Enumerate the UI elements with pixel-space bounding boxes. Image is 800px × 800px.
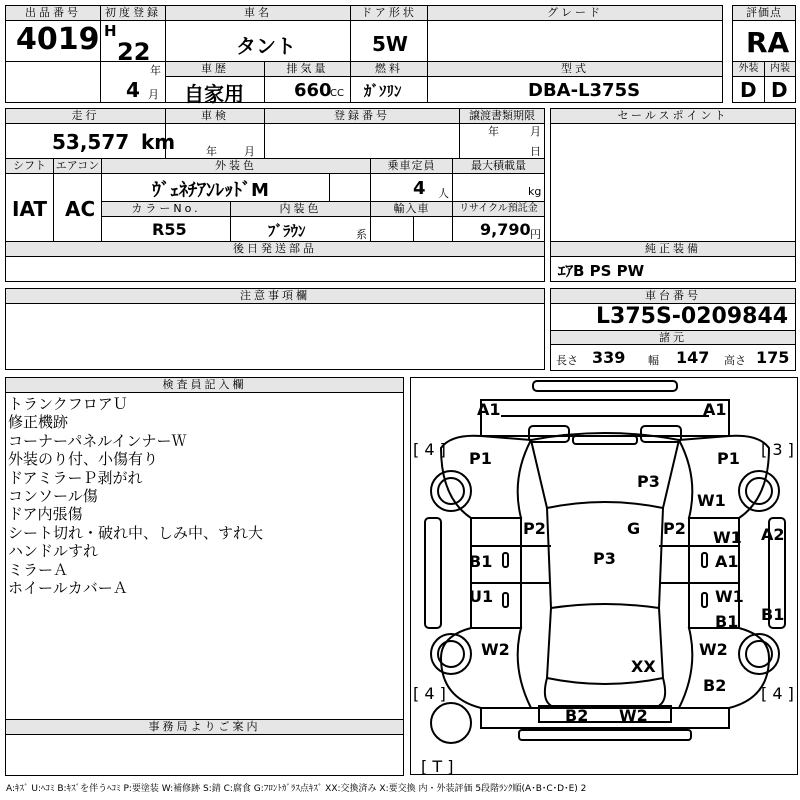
mark-label: U1 bbox=[469, 587, 494, 606]
disp-unit: CC bbox=[330, 88, 344, 99]
mark-label: A2 bbox=[761, 525, 785, 544]
mark-label: B1 bbox=[469, 552, 493, 571]
lot-label: 出品番号 bbox=[5, 5, 101, 21]
ext-color: ｳﾞｪﾈﾁｱﾝﾚｯﾄﾞM bbox=[152, 180, 269, 201]
mark-label: G bbox=[627, 519, 641, 538]
note-line: コーナーパネルインナーＷ bbox=[8, 431, 187, 450]
lot-blank bbox=[5, 61, 101, 103]
mark-label: B2 bbox=[703, 676, 727, 695]
caution-label: 注意事項欄 bbox=[5, 288, 545, 304]
intcolor-suffix: 系 bbox=[356, 228, 367, 241]
mark-label: P2 bbox=[663, 519, 686, 538]
model-label: 型式 bbox=[427, 61, 723, 77]
mileage: 53,577 bbox=[52, 130, 130, 154]
mark-label: W2 bbox=[481, 640, 510, 659]
load-label: 最大積載量 bbox=[452, 158, 545, 174]
note-line: トランクフロアＵ bbox=[8, 395, 128, 413]
mark-label: P2 bbox=[523, 519, 546, 538]
chassis-label: 車台番号 bbox=[550, 288, 796, 304]
equipment: ｴｱB PS PW bbox=[558, 262, 645, 280]
office-label: 事務局よりご案内 bbox=[5, 719, 404, 735]
mark-label: W2 bbox=[699, 640, 728, 659]
intcolor-label: 内装色 bbox=[230, 201, 371, 217]
height: 175 bbox=[756, 348, 790, 367]
inspect-year-unit: 年 bbox=[206, 145, 217, 158]
note-line: 修正機跡 bbox=[8, 413, 69, 432]
mark-label: W1 bbox=[697, 491, 726, 510]
hist-label: 車歴 bbox=[165, 61, 265, 77]
mark-label: P3 bbox=[637, 472, 660, 491]
reg-year: 22 bbox=[117, 38, 151, 66]
note-line: ミラーＡ bbox=[8, 560, 69, 579]
office-cell bbox=[5, 734, 404, 776]
transfer-day-unit: 日 bbox=[530, 145, 541, 158]
ac-label: エアコン bbox=[53, 158, 102, 174]
load-unit: kg bbox=[528, 185, 542, 198]
mark-label: [ 4 ] bbox=[413, 684, 446, 703]
int-grade: D bbox=[771, 78, 788, 102]
note-line: シート切れ・破れ中、しみ中、すれ大 bbox=[8, 523, 264, 542]
inspector-notes bbox=[8, 395, 400, 597]
note-line: 外装のり付、小傷有り bbox=[8, 450, 159, 469]
mark-label: W2 bbox=[619, 706, 648, 725]
mark-label: [ 3 ] bbox=[761, 440, 794, 459]
disp-label: 排気量 bbox=[264, 61, 351, 77]
era: H bbox=[104, 22, 117, 40]
equip-label: 純正装備 bbox=[550, 241, 796, 257]
int-color: ﾌﾞﾗｳﾝ bbox=[268, 222, 306, 240]
transfer-label: 譲渡書類期限 bbox=[459, 108, 545, 124]
sales-cell bbox=[550, 123, 796, 242]
note-line: ハンドルすれ bbox=[8, 542, 99, 561]
mark-label: XX bbox=[631, 657, 656, 676]
hgt-label: 高さ bbox=[724, 354, 746, 367]
color-extra bbox=[329, 173, 371, 202]
lot-number: 4019 bbox=[16, 22, 100, 57]
mark-label: A1 bbox=[703, 400, 727, 419]
score-label: 評価点 bbox=[732, 5, 796, 21]
ext-label: 外装 bbox=[732, 61, 765, 77]
caution-cell bbox=[5, 303, 545, 370]
inspect-month-unit: 月 bbox=[244, 145, 255, 158]
year-unit: 年 bbox=[150, 64, 161, 77]
recycle-unit: 円 bbox=[530, 228, 541, 241]
note-line: ドア内張傷 bbox=[8, 505, 83, 524]
reg-label: 初度登録 bbox=[100, 5, 166, 21]
damage-diagram bbox=[410, 377, 798, 775]
grade-cell bbox=[427, 20, 723, 62]
mark-label: B1 bbox=[761, 605, 785, 624]
name-label: 車名 bbox=[165, 5, 351, 21]
reg-month: 4 bbox=[126, 78, 140, 102]
color-number: R55 bbox=[152, 220, 187, 239]
damage-legend: A:ｷｽﾞ U:ﾍｺﾐ B:ｷｽﾞを伴うﾍｺﾐ P:要塗装 W:補修跡 S:錆 C:腐食 G:ﾌﾛﾝﾄｶﾞﾗｽ点ｷｽﾞ XX:交換済み X:要交換 内・外装評価 5段階ﾗﾝｸ順(A･B･C･D･E) 2 bbox=[6, 784, 587, 794]
import-cell-a bbox=[370, 216, 414, 242]
score: RA bbox=[746, 26, 790, 59]
sales-label: セールスポイント bbox=[550, 108, 796, 124]
spec-label: 諸元 bbox=[550, 330, 796, 345]
colorno-label: カラーNo. bbox=[101, 201, 231, 217]
capacity: 4 bbox=[413, 178, 426, 199]
wid-label: 幅 bbox=[648, 354, 659, 367]
door-type: 5W bbox=[372, 32, 408, 56]
shift-label: シフト bbox=[5, 158, 54, 174]
import-cell-b bbox=[413, 216, 453, 242]
chassis-number: L375S-0209844 bbox=[596, 304, 789, 329]
mark-label: B1 bbox=[715, 612, 739, 631]
mark-label: P1 bbox=[717, 449, 740, 468]
len-label: 長さ bbox=[556, 354, 578, 367]
later-label: 後日発送部品 bbox=[5, 241, 545, 257]
mark-label: A1 bbox=[477, 400, 501, 419]
mark-label: B2 bbox=[565, 706, 589, 725]
mark-label: P1 bbox=[469, 449, 492, 468]
mark-label: P3 bbox=[593, 549, 616, 568]
door-label: ドア形状 bbox=[350, 5, 428, 21]
aircon: AC bbox=[65, 197, 96, 221]
fuel: ｶﾞｿﾘﾝ bbox=[364, 82, 402, 100]
color-label: 外装色 bbox=[101, 158, 371, 174]
recycle-fee: 9,790 bbox=[480, 220, 531, 239]
ext-grade: D bbox=[740, 78, 757, 102]
car-outline-drawing bbox=[411, 378, 799, 776]
mileage-label: 走行 bbox=[5, 108, 166, 124]
shift: IAT bbox=[12, 197, 48, 221]
fuel-label: 燃料 bbox=[350, 61, 428, 77]
mark-label: W1 bbox=[715, 587, 744, 606]
inspect-label: 車検 bbox=[165, 108, 265, 124]
capacity-unit: 人 bbox=[438, 187, 449, 200]
history: 自家用 bbox=[184, 82, 244, 106]
length: 339 bbox=[592, 348, 626, 367]
displacement: 660 bbox=[294, 80, 332, 101]
mark-label: [ 4 ] bbox=[761, 684, 794, 703]
note-line: ドアミラーＰ剥がれ bbox=[8, 468, 143, 487]
mark-label: A1 bbox=[715, 552, 739, 571]
import-label: 輸入車 bbox=[370, 201, 453, 217]
transfer-year-unit: 年 bbox=[488, 125, 499, 138]
capacity-label: 乗車定員 bbox=[370, 158, 453, 174]
mark-label: [ 4 ] bbox=[413, 440, 446, 459]
transfer-month-unit: 月 bbox=[530, 125, 541, 138]
width: 147 bbox=[676, 348, 710, 367]
mark-label: [ T ] bbox=[421, 757, 454, 776]
mileage-unit: km bbox=[141, 130, 176, 154]
month-unit: 月 bbox=[148, 88, 159, 101]
inspector-label: 検査員記入欄 bbox=[5, 377, 404, 393]
mark-label: W1 bbox=[713, 528, 742, 547]
note-line: ホイールカバーＡ bbox=[8, 579, 128, 598]
later-cell bbox=[5, 256, 545, 282]
model: DBA-L375S bbox=[528, 80, 641, 101]
note-line: コンソール傷 bbox=[8, 487, 98, 506]
int-label: 内装 bbox=[764, 61, 796, 77]
recycle-label: リサイクル預託金 bbox=[452, 201, 545, 217]
car-name: タント bbox=[236, 34, 296, 58]
regno-cell bbox=[264, 123, 460, 159]
grade-label: グレード bbox=[427, 5, 723, 21]
regno-label: 登録番号 bbox=[264, 108, 460, 124]
